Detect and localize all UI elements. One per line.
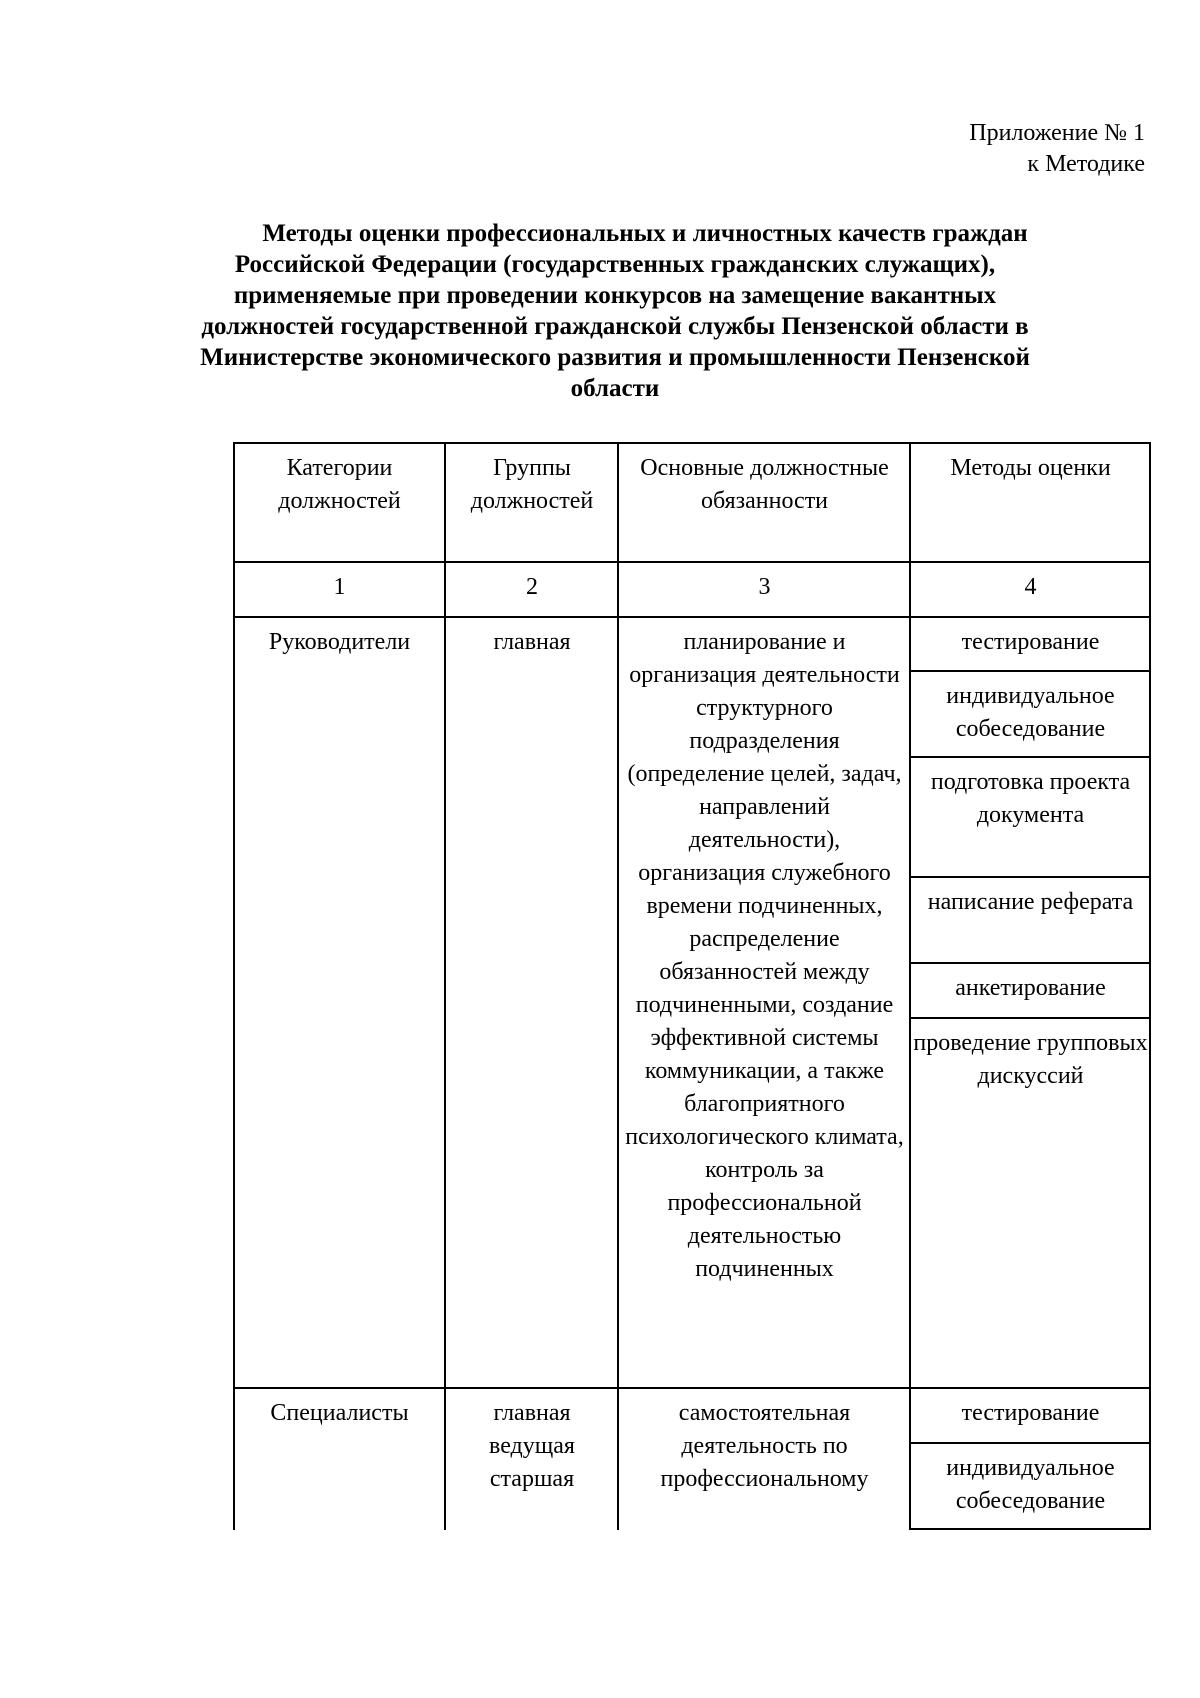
appendix-number: Приложение № 1: [969, 120, 1145, 146]
method-separator: [909, 670, 1151, 672]
column-number: 2: [526, 574, 538, 600]
header-duties: Основные должностные обязанности: [640, 455, 889, 514]
row-category: Специалисты: [270, 1400, 409, 1426]
document-title: [170, 218, 1060, 404]
method-separator: [909, 1528, 1151, 1530]
method-separator: [909, 756, 1151, 758]
row-groups: главная ведущая старшая: [489, 1400, 575, 1492]
method-questionnaire: анкетирование: [955, 975, 1106, 1001]
method-separator: [909, 876, 1151, 878]
method-group-discussion: проведение групповых дискуссий: [913, 1030, 1148, 1089]
row-duties: планирование и организация деятельности структурного подразделения (определение целей, задач, направлений деятельности), организация служебного времени подчиненных, распределение обязанностей между подчиненными, создание эффективной системы коммуникации, а также благоприятного психологического климата, контроль за профессиональной деятельностью подчиненных: [625, 629, 904, 1282]
method-testing: тестирование: [961, 629, 1100, 655]
method-interview: индивидуальное собеседование: [946, 683, 1115, 742]
method-separator: [909, 962, 1151, 964]
method-separator: [909, 1442, 1151, 1444]
method-interview: индивидуальное собеседование: [946, 1455, 1115, 1514]
method-document-draft: подготовка проекта документа: [930, 769, 1131, 828]
header-groups: Группы должностей: [470, 455, 594, 514]
table-line-left: [233, 442, 235, 1530]
title-line-5: Министерстве экономического развития и промышленности Пензенской: [200, 344, 1030, 371]
header-methods: Методы оценки: [950, 455, 1111, 481]
title-line-1: Методы оценки профессиональных и личностных качеств граждан: [262, 220, 1028, 247]
column-number: 1: [333, 574, 346, 600]
row-duties: самостоятельная деятельность по профессиональному: [660, 1400, 869, 1492]
appendix-reference: к Методике: [1027, 151, 1145, 177]
table-line-numbers-bottom: [233, 616, 1151, 618]
title-line-3: применяемые при проведении конкурсов на замещение вакантных: [233, 282, 997, 309]
table-line-header-bottom: [233, 561, 1151, 563]
row-groups: главная: [493, 629, 571, 655]
table-line-top: [233, 442, 1151, 444]
method-essay: написание реферата: [927, 889, 1134, 915]
appendix-note: [545, 118, 1145, 180]
method-testing: тестирование: [961, 1400, 1100, 1426]
title-line-4: должностей государственной гражданской службы Пензенской области в: [201, 313, 1029, 340]
title-line-2: Российской Федерации (государственных гражданских служащих),: [234, 251, 996, 278]
column-number: 4: [1024, 574, 1037, 600]
method-separator: [909, 1017, 1151, 1019]
row-category: Руководители: [268, 629, 411, 655]
column-number: 3: [758, 574, 771, 600]
table-line-row1-bottom: [233, 1387, 1151, 1389]
title-line-6: области: [570, 375, 660, 402]
table-line-col1: [444, 442, 446, 1530]
header-categories: Категории должностей: [278, 455, 401, 514]
